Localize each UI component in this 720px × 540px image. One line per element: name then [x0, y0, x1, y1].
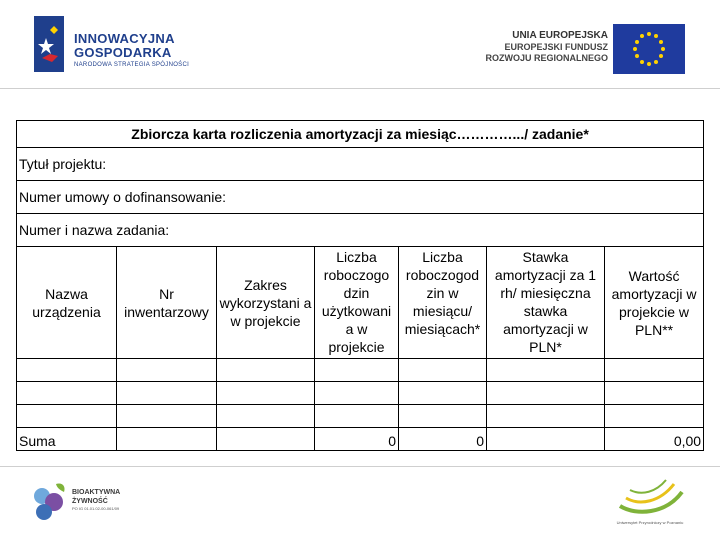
cell[interactable]: [605, 359, 704, 382]
cell[interactable]: [399, 405, 487, 428]
header-divider: [0, 88, 720, 89]
cell: [217, 428, 315, 451]
cell[interactable]: [217, 405, 315, 428]
table-row: [17, 405, 704, 428]
cell[interactable]: [17, 405, 117, 428]
university-logo: [608, 478, 692, 530]
sum-value: 0,00: [605, 428, 704, 451]
cell[interactable]: [117, 359, 217, 382]
table-row: [17, 382, 704, 405]
cell[interactable]: [315, 405, 399, 428]
cell[interactable]: [605, 405, 704, 428]
cell[interactable]: [487, 405, 605, 428]
cell[interactable]: [315, 382, 399, 405]
ig-logo-line3: NARODOWA STRATEGIA SPÓJNOŚCI: [74, 62, 190, 68]
project-title-field[interactable]: Tytuł projektu:: [17, 148, 704, 181]
task-name-field[interactable]: Numer i nazwa zadania:: [17, 214, 704, 247]
col-project-hours: Liczba roboczogo dzin użytkowani a w projekcie: [315, 247, 399, 359]
star-flag-icon: [28, 14, 72, 74]
ig-logo-line2: GOSPODARKA: [74, 45, 172, 60]
eu-line2: EUROPEJSKI FUNDUSZ: [504, 42, 608, 52]
bz-line2: ŻYWNOŚĆ: [72, 498, 108, 505]
sum-project-hours: 0: [315, 428, 399, 451]
berries-icon: [30, 480, 70, 524]
sum-row: [17, 428, 704, 451]
university-name: Uniwersytet Przyrodniczy w Poznaniu: [616, 520, 684, 525]
cell: [117, 428, 217, 451]
col-usage-scope: Zakres wykorzystani a w projekcie: [217, 247, 315, 359]
sum-label: Suma: [17, 428, 117, 451]
cell[interactable]: [487, 382, 605, 405]
swoosh-icon: [616, 478, 686, 518]
col-amortization-value: Wartość amortyzacji w projekcie w PLN**: [605, 247, 704, 359]
amortization-form: [16, 120, 703, 451]
col-inventory-number: Nr inwentarzowy: [117, 247, 217, 359]
cell[interactable]: [17, 382, 117, 405]
footer-divider: [0, 466, 720, 467]
eu-fund-text: [480, 30, 608, 64]
innowacyjna-gospodarka-logo: [28, 14, 218, 76]
cell[interactable]: [605, 382, 704, 405]
sum-monthly-hours: 0: [399, 428, 487, 451]
cell[interactable]: [117, 405, 217, 428]
table-row: [17, 359, 704, 382]
ig-logo-line1: INNOWACYJNA: [74, 31, 175, 46]
bz-line3: PO IG 01.01.02-00-061/09: [72, 506, 120, 511]
bz-line1: BIOAKTYWNA: [72, 489, 121, 496]
cell[interactable]: [487, 359, 605, 382]
eu-line1: UNIA EUROPEJSKA: [512, 30, 608, 41]
eu-line3: ROZWOJU REGIONALNEGO: [485, 53, 608, 63]
cell[interactable]: [315, 359, 399, 382]
cell[interactable]: [399, 382, 487, 405]
col-monthly-hours: Liczba roboczogod zin w miesiącu/ miesiącach*: [399, 247, 487, 359]
amortization-table: [16, 120, 704, 451]
cell: [487, 428, 605, 451]
cell[interactable]: [117, 382, 217, 405]
agreement-number-field[interactable]: Numer umowy o dofinansowanie:: [17, 181, 704, 214]
cell[interactable]: [399, 359, 487, 382]
cell[interactable]: [217, 382, 315, 405]
cell[interactable]: [17, 359, 117, 382]
eu-flag-icon: [613, 24, 685, 74]
cell[interactable]: [217, 359, 315, 382]
bioaktywna-zywnosc-logo: [30, 480, 170, 526]
form-title: Zbiorcza karta rozliczenia amortyzacji za miesiąc………….../ zadanie*: [17, 121, 704, 148]
col-amortization-rate: Stawka amortyzacji za 1 rh/ miesięczna stawka amortyzacji w PLN*: [487, 247, 605, 359]
col-device-name: Nazwa urządzenia: [17, 247, 117, 359]
